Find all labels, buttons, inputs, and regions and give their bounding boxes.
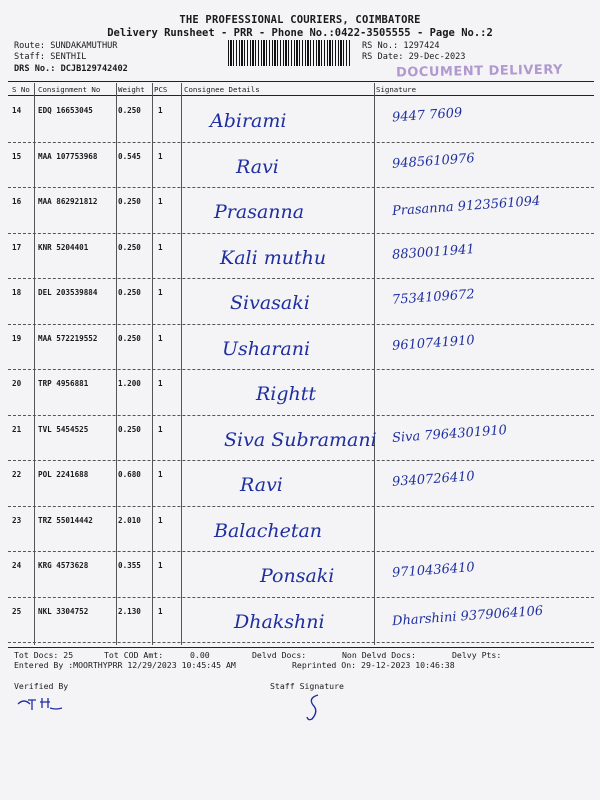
row-pcs: 1	[158, 288, 163, 297]
row-consignee-handwritten: Siva Subramani	[224, 428, 377, 451]
row-consignee-handwritten: Prasanna	[214, 201, 305, 223]
row-sno: 17	[12, 242, 22, 252]
row-separator	[8, 460, 594, 461]
tot-cod-value: 0.00	[190, 650, 210, 660]
delvy-pts: Delvy Pts:	[452, 650, 502, 660]
row-weight: 0.680	[118, 470, 141, 479]
col-signature: Signature	[376, 85, 417, 94]
row-pcs: 1	[158, 106, 163, 115]
row-signature: 8830011941	[391, 241, 476, 263]
route-label: Route: SUNDAKAMUTHUR	[14, 41, 118, 51]
staff-signature-label: Staff Signature	[270, 681, 344, 691]
row-consignee-handwritten: Dhakshni	[234, 610, 325, 633]
row-consignee-handwritten: Abirami	[210, 110, 287, 132]
row-separator	[8, 415, 594, 416]
row-consignment-no: KNR 5204401	[38, 242, 89, 252]
header-rule	[8, 81, 594, 82]
col-consignment: Consignment No	[38, 85, 101, 94]
row-consignment-no: DEL 203539884	[38, 288, 98, 297]
column-divider	[152, 83, 153, 645]
row-pcs: 1	[158, 379, 163, 388]
row-separator	[8, 597, 594, 598]
row-consignment-no: EDQ 16653045	[38, 106, 93, 115]
drs-number: DRS No.: DCJB129742402	[14, 64, 128, 74]
verified-by-label: Verified By	[14, 681, 69, 691]
row-consignment-no: MAA 572219552	[38, 333, 98, 343]
staff-label: Staff: SENTHIL	[14, 52, 87, 62]
row-sno: 19	[12, 333, 22, 343]
row-signature: Prasanna 9123561094	[391, 193, 541, 220]
staff-signature-mark	[304, 692, 324, 724]
rs-number: RS No.: 1297424	[362, 41, 440, 51]
row-consignment-no: KRG 4573628	[38, 561, 89, 570]
row-weight: 0.250	[118, 424, 141, 434]
row-weight: 0.250	[118, 242, 141, 252]
row-weight: 2.010	[118, 515, 141, 525]
col-pcs: PCS	[154, 85, 168, 94]
row-pcs: 1	[158, 606, 163, 616]
row-signature: 9485610976	[391, 150, 476, 172]
col-weight: Weight	[118, 85, 145, 94]
row-sno: 24	[12, 561, 22, 570]
row-consignee-handwritten: Ponsaki	[260, 565, 335, 587]
barcode	[228, 40, 350, 66]
tot-docs: Tot Docs: 25	[14, 650, 74, 660]
column-divider	[374, 83, 375, 645]
non-delvd-docs: Non Delvd Docs:	[342, 650, 416, 660]
row-pcs: 1	[158, 151, 163, 161]
entered-by: Entered By :MOORTHYPRR 12/29/2023 10:45:45 AM	[14, 660, 236, 670]
row-consignment-no: POL 2241688	[38, 470, 89, 479]
column-divider	[34, 83, 35, 645]
row-pcs: 1	[158, 561, 163, 570]
row-weight: 0.250	[118, 197, 141, 206]
document-delivery-stamp: DOCUMENT DELIVERY	[395, 62, 564, 81]
footer-rule	[8, 647, 594, 648]
row-pcs: 1	[158, 333, 163, 343]
row-weight: 0.545	[118, 151, 141, 161]
row-consignment-no: MAA 107753968	[38, 151, 98, 161]
row-consignee-handwritten: Rightt	[256, 383, 317, 405]
row-separator	[8, 642, 594, 643]
row-separator	[8, 551, 594, 552]
row-weight: 1.200	[118, 379, 141, 388]
row-separator	[8, 278, 594, 279]
row-separator	[8, 324, 594, 325]
row-consignment-no: TRP 4956881	[38, 379, 89, 388]
row-consignee-handwritten: Kali muthu	[220, 246, 327, 269]
rs-date: RS Date: 29-Dec-2023	[362, 52, 466, 62]
row-sno: 25	[12, 606, 22, 616]
row-sno: 15	[12, 151, 22, 161]
row-signature: Siva 7964301910	[391, 422, 508, 446]
row-pcs: 1	[158, 242, 163, 252]
row-pcs: 1	[158, 470, 163, 479]
row-separator	[8, 506, 594, 507]
row-weight: 0.250	[118, 333, 141, 343]
row-separator	[8, 369, 594, 370]
column-divider	[116, 83, 117, 645]
row-sno: 23	[12, 515, 22, 525]
row-consignee-handwritten: Ravi	[240, 474, 283, 496]
row-consignment-no: NKL 3304752	[38, 606, 89, 616]
row-consignment-no: TRZ 55014442	[38, 515, 93, 525]
verified-by-signature	[16, 694, 66, 714]
row-sno: 20	[12, 379, 22, 388]
row-weight: 0.250	[118, 288, 141, 297]
row-sno: 18	[12, 288, 22, 297]
row-sno: 21	[12, 424, 22, 434]
runsheet-subtitle: Delivery Runsheet - PRR - Phone No.:0422-3505555 - Page No.:2	[107, 27, 493, 39]
delvd-docs: Delvd Docs:	[252, 650, 307, 660]
header-rule-bottom	[8, 95, 594, 96]
row-weight: 0.250	[118, 106, 141, 115]
row-separator	[8, 187, 594, 188]
row-consignee-handwritten: Sivasaki	[230, 292, 310, 314]
company-title: THE PROFESSIONAL COURIERS, COIMBATORE	[179, 14, 421, 26]
row-consignee-handwritten: Ravi	[236, 155, 279, 178]
row-pcs: 1	[158, 197, 163, 206]
row-sno: 22	[12, 470, 22, 479]
row-consignment-no: MAA 862921812	[38, 197, 98, 206]
row-signature: 9710436410	[391, 560, 476, 581]
row-pcs: 1	[158, 424, 163, 434]
row-separator	[8, 233, 594, 234]
row-consignee-handwritten: Balachetan	[214, 519, 323, 542]
row-consignee-handwritten: Usharani	[222, 337, 311, 360]
row-pcs: 1	[158, 515, 163, 525]
reprinted-on: Reprinted On: 29-12-2023 10:46:38	[292, 660, 455, 670]
row-consignment-no: TVL 5454525	[38, 424, 89, 434]
row-signature: Dharshini 9379064106	[391, 603, 544, 629]
row-sno: 16	[12, 197, 22, 206]
col-sno: S No	[12, 85, 30, 94]
row-signature: 9447 7609	[391, 105, 463, 126]
tot-cod-label: Tot COD Amt:	[104, 650, 164, 660]
row-sno: 14	[12, 106, 22, 115]
row-signature: 9340726410	[391, 469, 476, 490]
row-separator	[8, 142, 594, 143]
row-signature: 9610741910	[391, 332, 476, 354]
col-consignee: Consignee Details	[184, 85, 260, 94]
column-divider	[181, 83, 182, 645]
row-signature: 7534109672	[391, 287, 476, 308]
row-weight: 2.130	[118, 606, 141, 616]
row-weight: 0.355	[118, 561, 141, 570]
